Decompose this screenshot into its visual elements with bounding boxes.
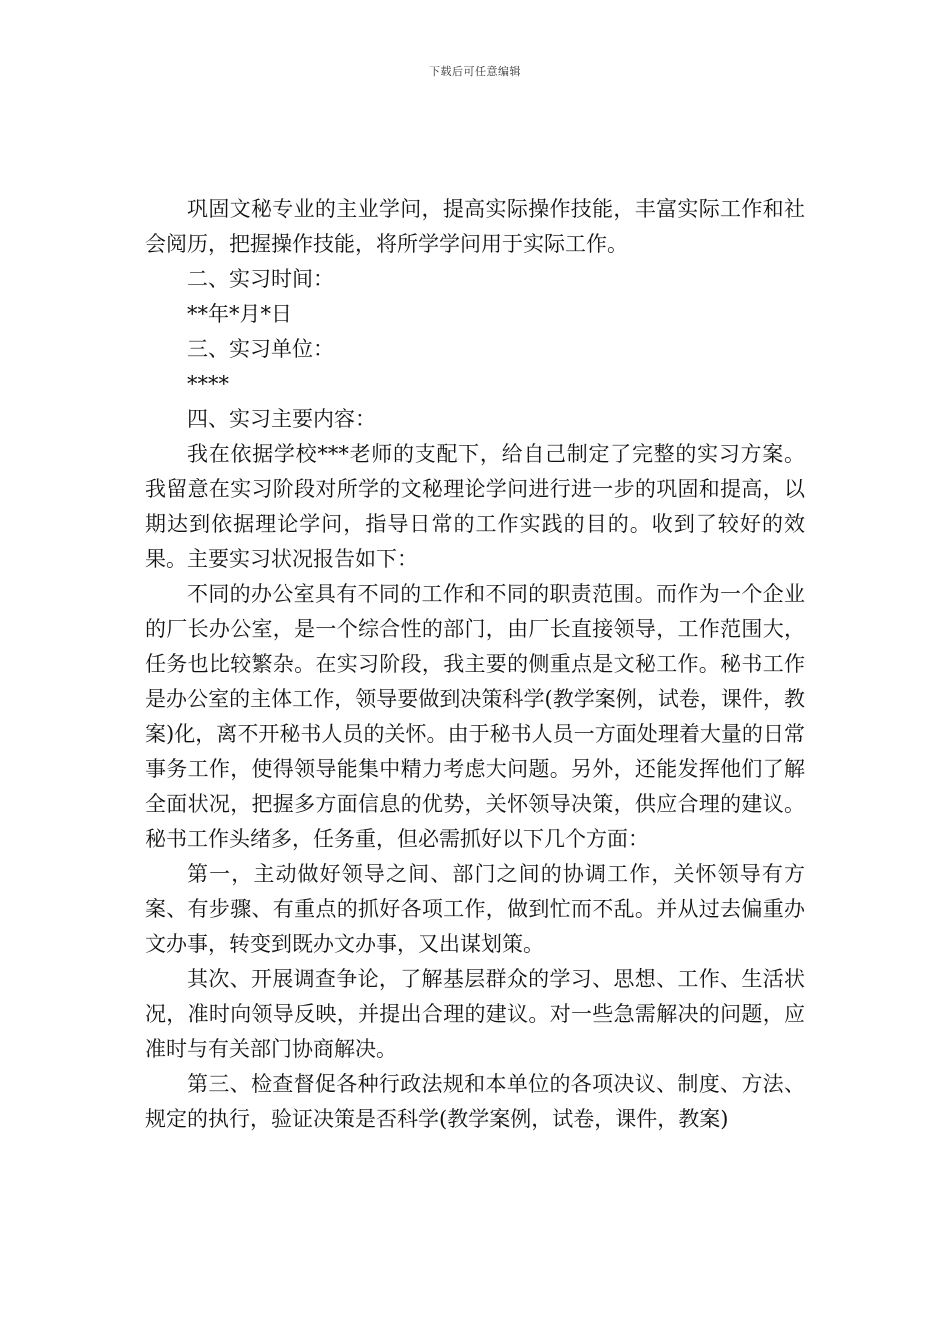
page-header: 下载后可任意编辑 [429, 65, 521, 78]
document-body [145, 192, 805, 1137]
paragraph-first-point: 第一，主动做好领导之间、部门之间的协调工作，关怀领导有方案、有步骤、有重点的抓好各项工作，做到忙而不乱。并从过去偏重办文办事，转变到既办文办事，又出谋划策。 [145, 862, 805, 956]
paragraph-office-role: 不同的办公室具有不同的工作和不同的职责范围。而作为一个企业的厂长办公室，是一个综合性的部门，由厂长直接领导，工作范围大，任务也比较繁杂。在实习阶段，我主要的侧重点是文秘工作。秘书工作是办公室的主体工作，领导要做到决策科学(教学案例，试卷，课件，教案)化，离不开秘书人员的关怀。由于秘书人员一方面处理着大量的日常事务工作，使得领导能集中精力考虑大问题。另外，还能发挥他们了解全面状况，把握多方面信息的优势，关怀领导决策，供应合理的建议。秘书工作头绪多，任务重，但必需抓好以下几个方面： [145, 582, 805, 851]
paragraph-second-point: 其次、开展调查争论，了解基层群众的学习、思想、工作、生活状况，准时向领导反映，并提出合理的建议。对一些急需解决的问题，应准时与有关部门协商解决。 [145, 967, 805, 1061]
paragraph-plan: 我在依据学校***老师的支配下，给自己制定了完整的实习方案。我留意在实习阶段对所学的文秘理论学问进行进一步的巩固和提高，以期达到依据理论学问，指导日常的工作实践的目的。收到了较好的效果。主要实习状况报告如下： [145, 442, 805, 571]
paragraph-third-point: 第三、检查督促各种行政法规和本单位的各项决议、制度、方法、规定的执行，验证决策是否科学(教学案例，试卷，课件，教案) [145, 1072, 805, 1131]
heading-internship-content: 四、实习主要内容： [187, 407, 376, 431]
paragraph-purpose: 巩固文秘专业的主业学问，提高实际操作技能，丰富实际工作和社会阅历，把握操作技能，将所学学问用于实际工作。 [145, 197, 805, 256]
internship-time-value: **年*月*日 [187, 302, 292, 326]
heading-internship-unit: 三、实习单位： [187, 337, 334, 361]
internship-unit-value: **** [187, 372, 229, 396]
heading-internship-time: 二、实习时间： [187, 267, 334, 291]
